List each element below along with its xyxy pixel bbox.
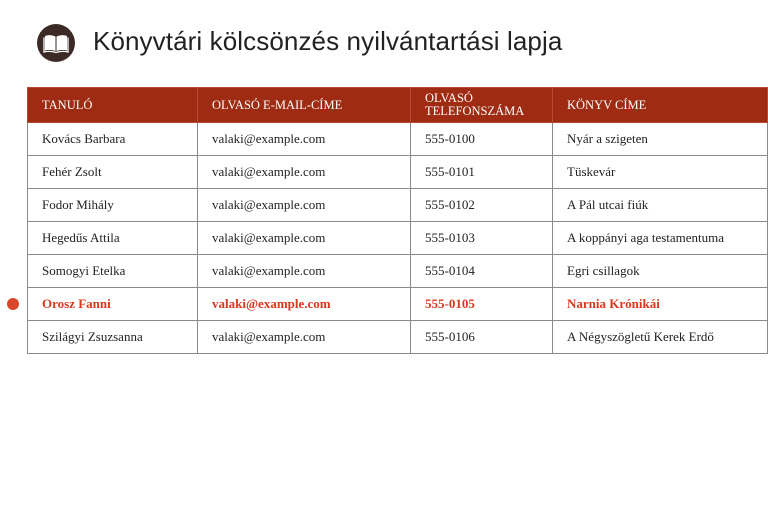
cell-student[interactable]: Orosz Fanni: [28, 288, 198, 321]
page-title: Könyvtári kölcsönzés nyilvántartási lapja: [93, 26, 563, 56]
cell-student[interactable]: Fehér Zsolt: [28, 156, 198, 189]
header-row: [28, 88, 768, 123]
loan-sheet: [27, 87, 725, 357]
column-header-student[interactable]: TANULÓ: [28, 88, 198, 123]
cell-book-title[interactable]: A koppányi aga testamentuma: [553, 222, 768, 255]
cell-email[interactable]: valaki@example.com: [198, 123, 411, 156]
table-row: [28, 156, 768, 189]
cell-email[interactable]: valaki@example.com: [198, 321, 411, 354]
cell-book-title[interactable]: A Négyszögletű Kerek Erdő: [553, 321, 768, 354]
cell-student[interactable]: Somogyi Etelka: [28, 255, 198, 288]
cell-student[interactable]: Kovács Barbara: [28, 123, 198, 156]
cell-phone[interactable]: 555-0104: [411, 255, 553, 288]
cell-phone[interactable]: 555-0106: [411, 321, 553, 354]
cell-phone[interactable]: 555-0101: [411, 156, 553, 189]
table-row: [28, 255, 768, 288]
cell-book-title[interactable]: Tüskevár: [553, 156, 768, 189]
cell-email[interactable]: valaki@example.com: [198, 255, 411, 288]
cell-phone[interactable]: 555-0105: [411, 288, 553, 321]
column-header-email[interactable]: OLVASÓ E-MAIL-CÍME: [198, 88, 411, 123]
column-header-book-title[interactable]: KÖNYV CÍME: [553, 88, 768, 123]
table-row: [28, 222, 768, 255]
table-row: [28, 321, 768, 354]
cell-phone[interactable]: 555-0100: [411, 123, 553, 156]
book-icon: [37, 24, 75, 62]
cell-book-title[interactable]: Egri csillagok: [553, 255, 768, 288]
cell-book-title[interactable]: A Pál utcai fiúk: [553, 189, 768, 222]
cell-email[interactable]: valaki@example.com: [198, 288, 411, 321]
cell-student[interactable]: Fodor Mihály: [28, 189, 198, 222]
loan-table: [27, 87, 768, 354]
table-row: [28, 189, 768, 222]
cell-student[interactable]: Hegedűs Attila: [28, 222, 198, 255]
cell-email[interactable]: valaki@example.com: [198, 222, 411, 255]
cell-book-title[interactable]: Nyár a szigeten: [553, 123, 768, 156]
cell-email[interactable]: valaki@example.com: [198, 189, 411, 222]
cell-phone[interactable]: 555-0103: [411, 222, 553, 255]
selected-row-marker: [7, 298, 19, 310]
cell-email[interactable]: valaki@example.com: [198, 156, 411, 189]
cell-book-title[interactable]: Narnia Krónikái: [553, 288, 768, 321]
cell-phone[interactable]: 555-0102: [411, 189, 553, 222]
cell-student[interactable]: Szilágyi Zsuzsanna: [28, 321, 198, 354]
table-row: [28, 123, 768, 156]
column-header-phone[interactable]: OLVASÓ TELEFONSZÁMA: [411, 88, 553, 123]
logo-badge: [37, 24, 75, 62]
table-row-highlighted: [28, 288, 768, 321]
